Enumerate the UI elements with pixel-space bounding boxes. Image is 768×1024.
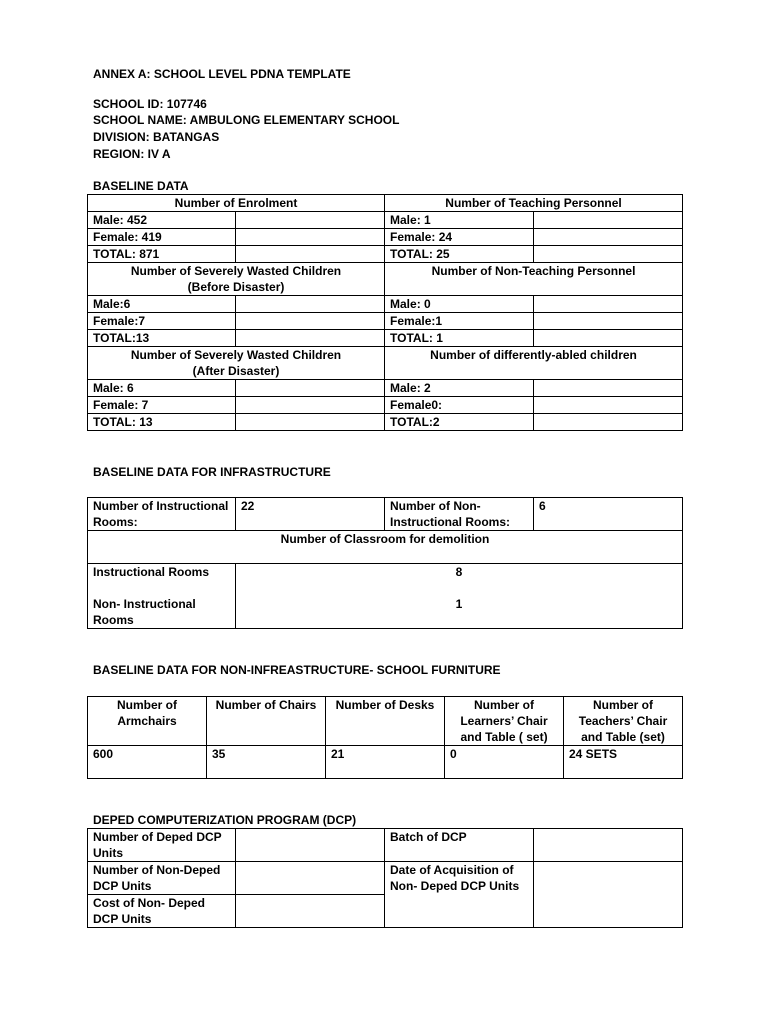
instructional-rooms-label: Number of Instructional Rooms: [88,498,236,531]
infrastructure-heading: BASELINE DATA FOR INFRASTRUCTURE [93,465,331,479]
empty-cell [534,829,683,862]
non-teaching-title: Number of Non-Teaching Personnel [385,263,683,296]
deped-dcp-units-label: Number of Deped DCP Units [88,829,236,862]
wasted-after-total: TOTAL: 13 [88,414,236,431]
empty-cell [236,212,385,229]
division: DIVISION: BATANGAS [93,130,220,144]
empty-cell [236,895,385,928]
empty-cell [236,862,385,895]
baseline-table [87,194,683,431]
empty-cell [534,397,683,414]
empty-cell [236,229,385,246]
empty-cell [534,414,683,431]
empty-cell [534,862,683,928]
non-deped-dcp-units-label: Number of Non-Deped DCP Units [88,862,236,895]
non-teaching-male: Male: 0 [385,296,534,313]
teaching-total: TOTAL: 25 [385,246,534,263]
demolition-title: Number of Classroom for demolition [88,531,683,564]
wasted-before-total: TOTAL:13 [88,330,236,347]
acquisition-date-label: Date of Acquisition of Non- Deped DCP Units [385,862,534,928]
demolition-non-label: Non- Instructional Rooms [88,596,236,629]
empty-cell [534,246,683,263]
teachers-chair-value: 24 SETS [564,746,683,779]
empty-cell [534,296,683,313]
wasted-after-male: Male: 6 [88,380,236,397]
non-teaching-female: Female:1 [385,313,534,330]
non-deped-dcp-cost-label: Cost of Non- Deped DCP Units [88,895,236,928]
demolition-non-value: 1 [236,596,683,629]
differently-abled-male: Male: 2 [385,380,534,397]
region: REGION: IV A [93,147,171,161]
empty-cell [534,330,683,347]
enrolment-total: TOTAL: 871 [88,246,236,263]
furniture-heading: BASELINE DATA FOR NON-INFREASTRUCTURE- SCHOOL FURNITURE [93,663,501,677]
infrastructure-table [87,497,683,629]
dcp-batch-label: Batch of DCP [385,829,534,862]
differently-abled-title: Number of differently-abled children [385,347,683,380]
empty-cell [236,296,385,313]
empty-cell [534,313,683,330]
non-teaching-total: TOTAL: 1 [385,330,534,347]
teaching-male: Male: 1 [385,212,534,229]
teaching-female: Female: 24 [385,229,534,246]
document-title: ANNEX A: SCHOOL LEVEL PDNA TEMPLATE [93,67,351,81]
school-id: SCHOOL ID: 107746 [93,97,207,111]
desks-header: Number of Desks [326,697,445,746]
empty-cell [236,397,385,414]
teachers-chair-header: Number of Teachers’ Chair and Table (set) [564,697,683,746]
demolition-instructional-value: 8 [236,564,683,597]
learners-chair-header: Number of Learners’ Chair and Table ( set) [445,697,564,746]
armchairs-header: Number of Armchairs [88,697,207,746]
school-name: SCHOOL NAME: AMBULONG ELEMENTARY SCHOOL [93,113,400,127]
non-instructional-rooms-label: Number of Non-Instructional Rooms: [385,498,534,531]
dcp-table [87,828,683,928]
enrolment-male: Male: 452 [88,212,236,229]
empty-cell [534,212,683,229]
chairs-header: Number of Chairs [207,697,326,746]
desks-value: 21 [326,746,445,779]
armchairs-value: 600 [88,746,207,779]
wasted-after-female: Female: 7 [88,397,236,414]
enrolment-female: Female: 419 [88,229,236,246]
empty-cell [236,246,385,263]
baseline-heading: BASELINE DATA [93,179,189,193]
empty-cell [236,330,385,347]
differently-abled-female: Female0: [385,397,534,414]
demolition-instructional-label: Instructional Rooms [88,564,236,597]
instructional-rooms-value: 22 [236,498,385,531]
teaching-title: Number of Teaching Personnel [385,195,683,212]
wasted-before-title: Number of Severely Wasted Children (Before Disaster) [88,263,385,296]
wasted-before-female: Female:7 [88,313,236,330]
wasted-before-male: Male:6 [88,296,236,313]
empty-cell [236,414,385,431]
dcp-heading: DEPED COMPUTERIZATION PROGRAM (DCP) [93,813,357,827]
enrolment-title: Number of Enrolment [88,195,385,212]
learners-chair-value: 0 [445,746,564,779]
empty-cell [534,380,683,397]
non-instructional-rooms-value: 6 [534,498,683,531]
wasted-after-title: Number of Severely Wasted Children (After Disaster) [88,347,385,380]
empty-cell [236,829,385,862]
empty-cell [534,229,683,246]
differently-abled-total: TOTAL:2 [385,414,534,431]
empty-cell [236,313,385,330]
furniture-table [87,696,683,779]
empty-cell [236,380,385,397]
chairs-value: 35 [207,746,326,779]
